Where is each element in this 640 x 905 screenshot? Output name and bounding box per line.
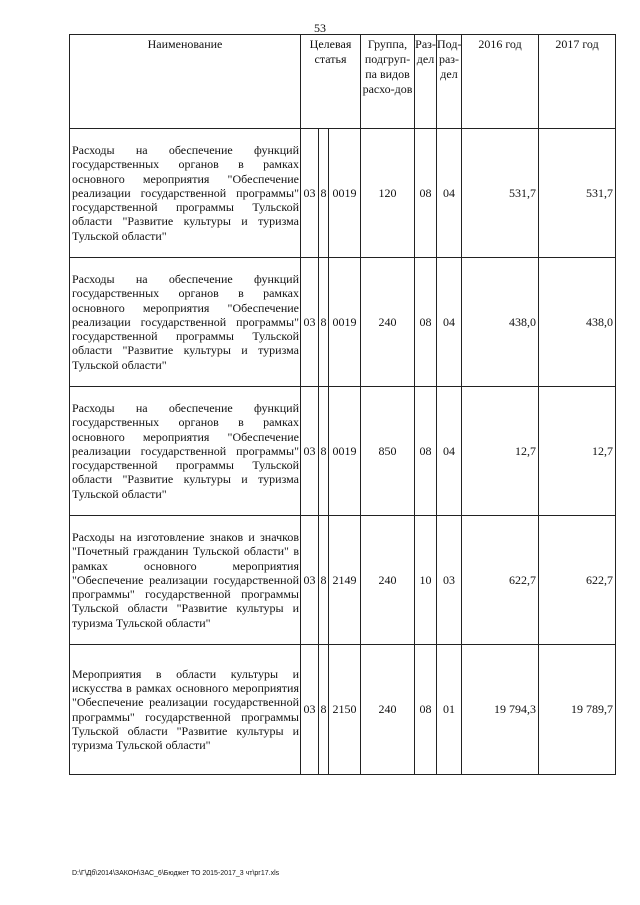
table-row (70, 129, 616, 258)
row-target-code: 0019 (329, 258, 361, 387)
table-row (70, 516, 616, 645)
header-name: Наименование (70, 35, 301, 129)
header-2017: 2017 год (539, 35, 616, 129)
row-2017: 19 789,7 (539, 645, 616, 775)
row-2017: 622,7 (539, 516, 616, 645)
row-2017: 531,7 (539, 129, 616, 258)
row-razdel: 10 (415, 516, 437, 645)
row-group: 240 (361, 516, 415, 645)
row-target-subprogram: 8 (319, 258, 329, 387)
table-row (70, 387, 616, 516)
row-razdel: 08 (415, 129, 437, 258)
row-target-code: 0019 (329, 387, 361, 516)
row-target-program: 03 (301, 516, 319, 645)
row-name: Мероприятия в области культуры и искусства в рамках основного мероприятия "Обеспечение реализации государственной программы" государственной программы Тульской области "Развитие культуры и туризма Тульской области" (70, 645, 301, 775)
file-path-footer: D:\Г\Дб\2014\ЗАКОН\ЗАС_6\Бюджет ТО 2015-2017_3 чт\рг17.xls (72, 870, 280, 877)
header-podrazdel: Под-раз-дел (437, 35, 462, 129)
row-target-code: 0019 (329, 129, 361, 258)
page-number: 53 (314, 21, 326, 35)
row-group: 240 (361, 645, 415, 775)
table-row (70, 645, 616, 775)
row-name: Расходы на обеспечение функций государственных органов в рамках основного мероприятия "Обеспечение реализации государственной программы" государственной программы Тульской области "Развитие культуры и туризма Тульской области" (70, 129, 301, 258)
row-razdel: 08 (415, 387, 437, 516)
row-2017: 438,0 (539, 258, 616, 387)
row-target-program: 03 (301, 387, 319, 516)
row-razdel: 08 (415, 258, 437, 387)
row-target-program: 03 (301, 258, 319, 387)
row-group: 120 (361, 129, 415, 258)
header-target: Целевая статья (301, 35, 361, 129)
header-2016: 2016 год (462, 35, 539, 129)
row-target-subprogram: 8 (319, 387, 329, 516)
row-name: Расходы на обеспечение функций государственных органов в рамках основного мероприятия "Обеспечение реализации государственной программы" государственной программы Тульской области "Развитие культуры и туризма Тульской области" (70, 258, 301, 387)
row-target-code: 2149 (329, 516, 361, 645)
row-target-program: 03 (301, 645, 319, 775)
row-2016: 12,7 (462, 387, 539, 516)
row-2016: 622,7 (462, 516, 539, 645)
row-podrazdel: 04 (437, 387, 462, 516)
row-group: 240 (361, 258, 415, 387)
header-row (70, 35, 616, 129)
row-2017: 12,7 (539, 387, 616, 516)
row-target-subprogram: 8 (319, 129, 329, 258)
budget-table (69, 34, 616, 775)
row-2016: 438,0 (462, 258, 539, 387)
row-name: Расходы на изготовление знаков и значков "Почетный гражданин Тульской области" в рамках основного мероприятия "Обеспечение реализации государственной программы" государственной программы Тульской области "Развитие культуры и туризма Тульской области" (70, 516, 301, 645)
row-podrazdel: 01 (437, 645, 462, 775)
row-target-subprogram: 8 (319, 516, 329, 645)
table-row (70, 258, 616, 387)
row-podrazdel: 03 (437, 516, 462, 645)
header-group: Группа, подгруп-па видов расхо-дов (361, 35, 415, 129)
row-target-program: 03 (301, 129, 319, 258)
header-razdel: Раз-дел (415, 35, 437, 129)
row-target-subprogram: 8 (319, 645, 329, 775)
row-group: 850 (361, 387, 415, 516)
row-2016: 19 794,3 (462, 645, 539, 775)
row-razdel: 08 (415, 645, 437, 775)
row-podrazdel: 04 (437, 258, 462, 387)
row-name: Расходы на обеспечение функций государственных органов в рамках основного мероприятия "Обеспечение реализации государственной программы" государственной программы Тульской области "Развитие культуры и туризма Тульской области" (70, 387, 301, 516)
row-2016: 531,7 (462, 129, 539, 258)
row-podrazdel: 04 (437, 129, 462, 258)
row-target-code: 2150 (329, 645, 361, 775)
